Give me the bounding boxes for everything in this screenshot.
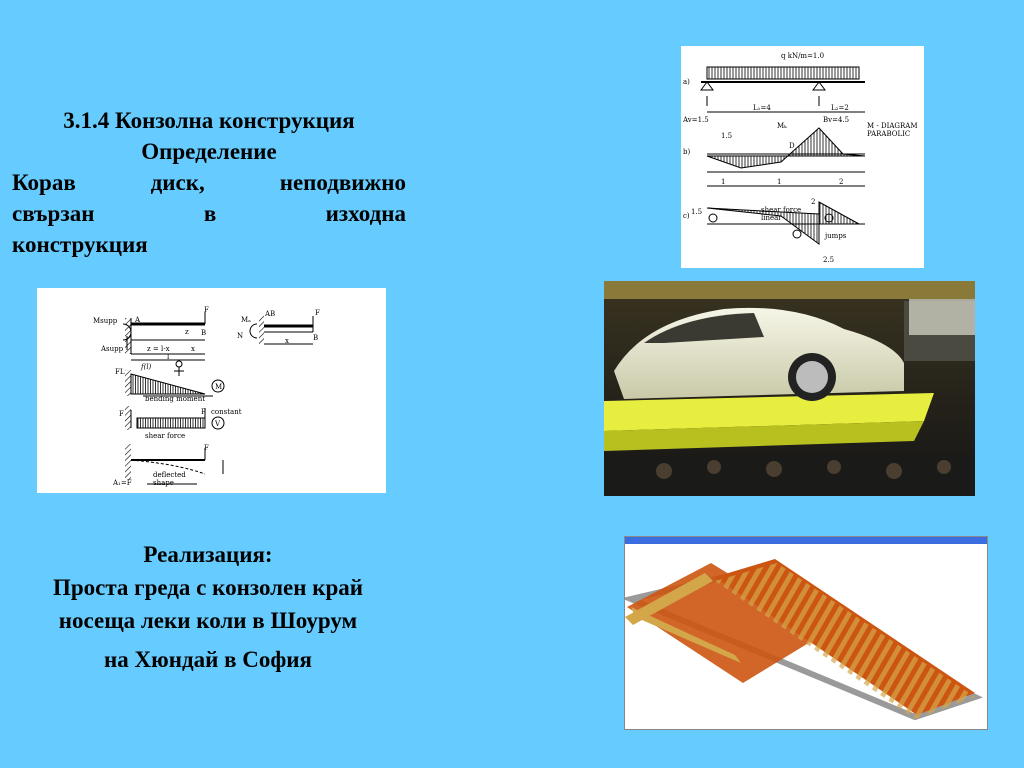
label-z: z <box>185 328 189 336</box>
label-shear: shear force <box>761 206 802 214</box>
word: Корав <box>12 170 76 195</box>
steel-beam-render <box>624 536 988 730</box>
definition-label: Определение <box>141 139 277 164</box>
label-d: D <box>789 142 795 150</box>
label-a: A <box>135 316 141 324</box>
label-msupp: Msupp <box>93 317 118 325</box>
label-fl: FL <box>115 368 125 376</box>
label-f5: F <box>204 444 209 452</box>
label-v: V <box>215 420 221 428</box>
word: свързан <box>12 201 95 226</box>
label-m-diag: M - DIAGRAM <box>867 122 918 130</box>
label-two-1: 2 <box>839 178 844 186</box>
label-shear: shear force <box>145 432 186 440</box>
label-c: c) <box>683 212 690 220</box>
label-two-2: 2 <box>811 198 816 206</box>
label-m: M <box>215 383 223 391</box>
section-title: 3.1.4 Конзолна конструкция <box>63 108 355 133</box>
label-constant: constant <box>211 408 242 416</box>
label-linear: linear <box>761 214 782 222</box>
label-ab: AB <box>265 310 276 318</box>
label-l2: L₂=2 <box>831 104 849 112</box>
label-mk: Mₖ <box>777 122 787 130</box>
label-jumps: jumps <box>825 232 847 240</box>
label-one-1: 1 <box>721 178 726 186</box>
realization-block <box>8 538 408 676</box>
label-shape: shape <box>153 479 174 487</box>
definition-line-2 <box>12 198 406 229</box>
label-af: A₁=F <box>113 479 132 487</box>
realization-line-1: Проста греда с конзолен край <box>52 575 364 600</box>
label-l: l <box>167 353 170 361</box>
label-x2: x <box>285 337 289 345</box>
label-v15-c: 1.5 <box>691 208 703 216</box>
realization-label: Реализация: <box>143 542 273 567</box>
label-x: x <box>191 345 195 353</box>
label-f3: F <box>119 410 124 418</box>
word: изходна <box>325 201 406 226</box>
word: в <box>203 201 217 226</box>
label-f: F <box>204 306 209 314</box>
label-v25: 2.5 <box>823 256 835 264</box>
label-parabolic: PARABOLIC <box>867 130 911 138</box>
label-b2: B <box>313 334 319 342</box>
label-load: q kN/m=1.0 <box>781 52 825 60</box>
definition-line-3: конструкция <box>12 232 148 257</box>
label-deflected: deflected <box>153 471 186 479</box>
realization-line-2: носеща леки коли в Шоурум <box>58 608 358 633</box>
beam-diagram <box>681 46 924 268</box>
cantilever-diagram <box>37 288 386 493</box>
label-a: a) <box>683 78 690 86</box>
label-b: b) <box>683 148 691 156</box>
label-asupp: Asupp <box>101 345 124 353</box>
label-bv: Bv=4.5 <box>823 116 850 124</box>
label-v15: 1.5 <box>721 132 733 140</box>
label-ma: Mₐ <box>241 316 251 324</box>
word: неподвижно <box>279 170 406 195</box>
label-bending: bending moment <box>145 395 206 403</box>
realization-line-3: на Хюндай в София <box>104 647 312 672</box>
showroom-photo <box>604 281 975 496</box>
label-av: Av=1.5 <box>683 116 709 124</box>
label-n: N <box>237 332 244 340</box>
definition-line-1 <box>12 167 406 198</box>
heading-block <box>12 105 406 260</box>
label-b: B <box>201 329 207 337</box>
label-fl-small: f(l) <box>141 363 152 371</box>
word: диск, <box>150 170 205 195</box>
label-l1: L₁=4 <box>753 104 771 112</box>
label-f4: F <box>201 408 206 416</box>
label-f2: F <box>315 309 320 317</box>
label-one-2: 1 <box>777 178 782 186</box>
label-zeq: z = l-x <box>147 345 170 353</box>
